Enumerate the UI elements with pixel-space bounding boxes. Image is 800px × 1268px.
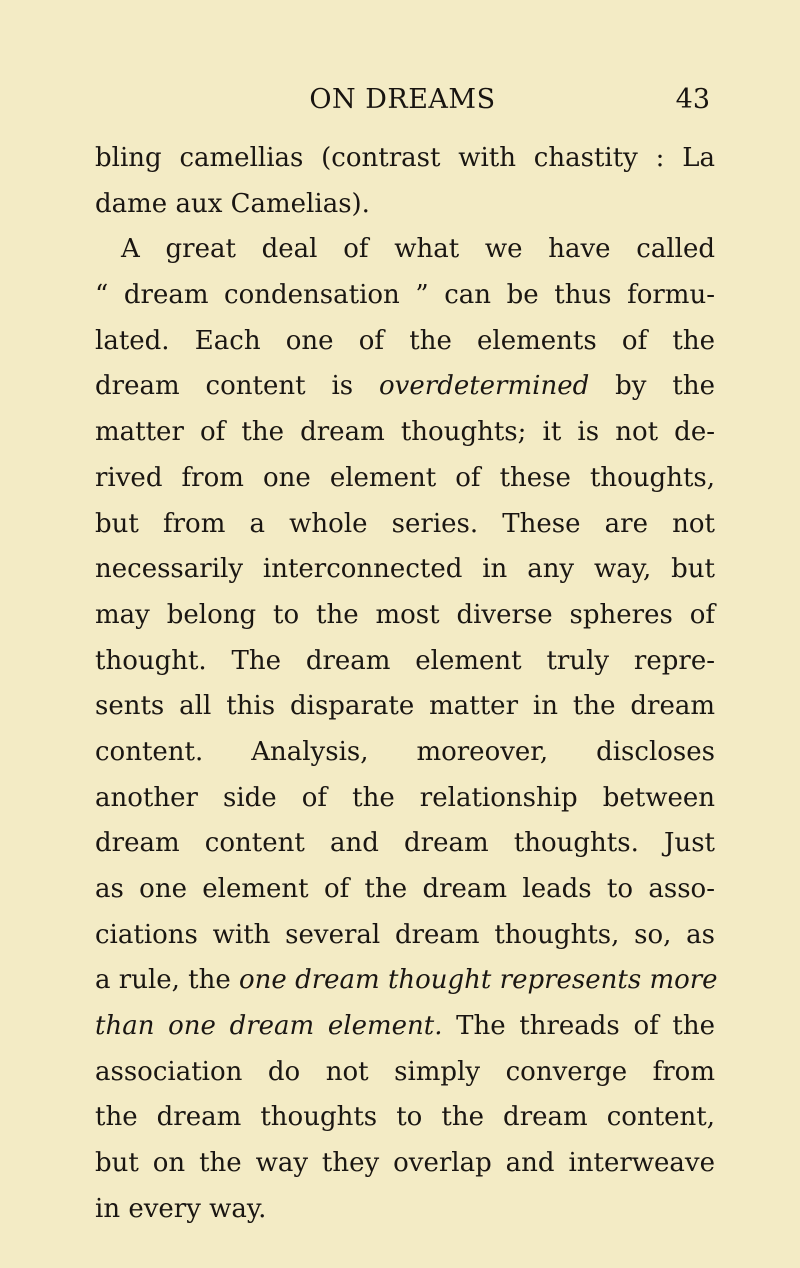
text-span: rived from one element of these thoughts, [95, 462, 715, 493]
text-line [95, 502, 715, 548]
text-line [95, 273, 715, 319]
text-line [95, 913, 715, 959]
text-line [95, 456, 715, 502]
text-line [95, 1187, 715, 1233]
text-line [95, 730, 715, 776]
text-line [95, 410, 715, 456]
text-line [95, 776, 715, 822]
italic-text: than one dream element. [95, 1011, 443, 1042]
text-span: by the [589, 371, 715, 402]
page-number: 43 [675, 84, 710, 115]
text-line [95, 182, 715, 228]
text-line [95, 593, 715, 639]
italic-text: overdetermined [379, 371, 590, 402]
text-span: dame aux Camelias). [95, 188, 370, 219]
text-line [95, 958, 718, 1004]
text-span: a rule, the [95, 965, 240, 996]
text-line [95, 867, 715, 913]
text-span: dream content is [95, 371, 380, 402]
text-span: lated. Each one of the elements of the [95, 325, 715, 356]
page-header [95, 82, 710, 122]
text-span: as one element of the dream leads to asso- [95, 874, 715, 904]
text-line [95, 821, 715, 867]
text-line [95, 1004, 715, 1050]
text-span: may belong to the most diverse spheres of [95, 599, 715, 630]
text-line [95, 1141, 715, 1187]
text-span: sents all this disparate matter in the dream [95, 691, 715, 722]
text-span: A great deal of what we have called [121, 234, 715, 265]
text-line [95, 547, 715, 593]
text-line [95, 1095, 715, 1141]
italic-text: one dream thought represents more [239, 965, 718, 996]
text-line [95, 1050, 715, 1096]
text-span: bling camellias (contrast with chastity : La [95, 143, 715, 173]
text-line [95, 136, 715, 182]
text-line [95, 639, 715, 685]
text-span: association do not simply converge from [95, 1056, 715, 1087]
text-line [95, 227, 715, 273]
text-span: ciations with several dream thoughts, so, as [95, 919, 715, 950]
body-text [95, 136, 718, 1233]
text-span: content. Analysis, moreover, discloses [95, 736, 715, 767]
text-span: another side of the relationship between [95, 782, 715, 813]
text-span: but from a whole series. These are not [95, 508, 715, 539]
text-span: in every way. [95, 1193, 267, 1224]
text-line [95, 319, 715, 365]
text-line [95, 684, 715, 730]
text-span: the dream thoughts to the dream content, [95, 1102, 715, 1133]
text-line [95, 364, 715, 410]
text-span: dream content and dream thoughts. Just [95, 828, 715, 859]
text-span: thought. The dream element truly repre- [95, 645, 715, 676]
text-span: matter of the dream thoughts; it is not de- [95, 417, 715, 448]
text-span: necessarily interconnected in any way, but [95, 554, 715, 585]
text-span: “ dream condensation ” can be thus formu- [95, 280, 715, 311]
running-head: ON DREAMS [309, 84, 496, 115]
text-span: The threads of the [442, 1011, 715, 1042]
text-span: but on the way they overlap and interweave [95, 1148, 715, 1179]
